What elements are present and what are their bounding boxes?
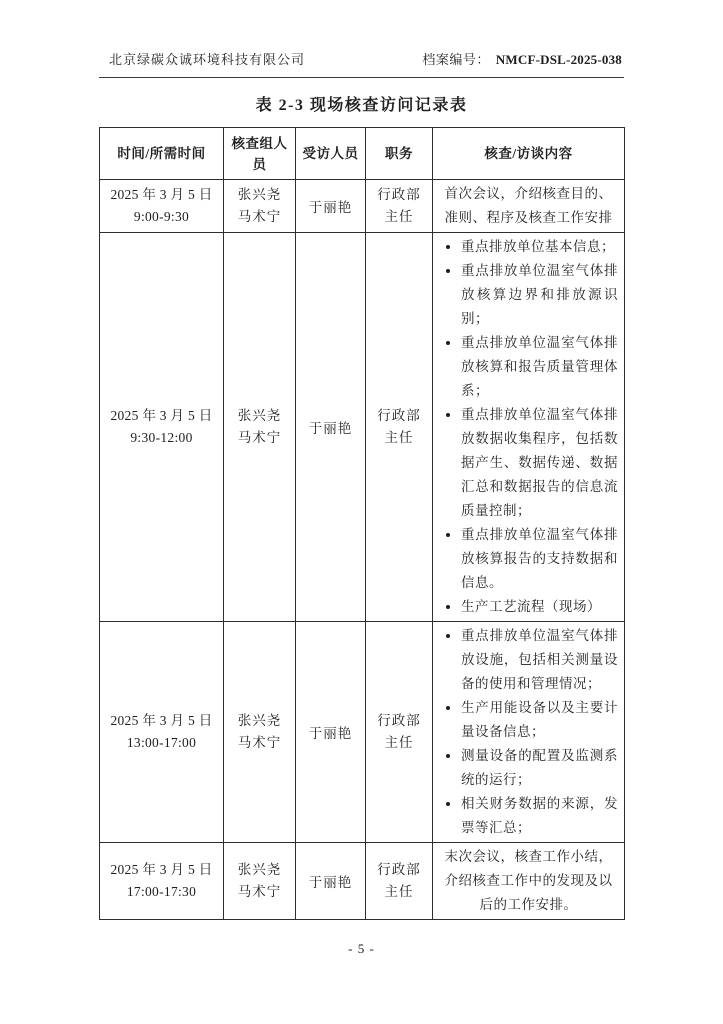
position-line: 主任	[384, 735, 414, 750]
document-header	[99, 49, 624, 78]
verifiers-cell	[224, 180, 296, 233]
content-cell: 首次会议，介绍核查目的、准则、程序及核查工作安排	[433, 180, 625, 233]
verifier-name: 马术宁	[237, 430, 282, 445]
time-cell	[100, 233, 224, 622]
verifier-name: 张兴尧	[237, 862, 282, 877]
visit-record-table	[99, 127, 625, 920]
position-line: 主任	[384, 884, 414, 899]
verifiers-cell	[224, 622, 296, 843]
position-cell	[366, 843, 433, 920]
content-bullet: • 测量设备的配置及监测系统的运行；	[461, 744, 618, 792]
content-bullet: • 相关财务数据的来源，发票等汇总；	[461, 792, 618, 840]
content-cell	[433, 233, 625, 622]
time-range-text: 17:00-17:30	[126, 884, 197, 899]
date-text: 2025 年 3 月 5 日	[110, 862, 213, 877]
position-line: 行政部	[377, 862, 421, 877]
position-line: 行政部	[377, 187, 421, 202]
verifier-name: 马术宁	[237, 209, 282, 224]
time-range-text: 9:00-9:30	[133, 209, 190, 224]
content-bullet: • 生产用能设备以及主要计量设备信息；	[461, 696, 618, 744]
content-bullet: • 重点排放单位温室气体排放核算边界和排放源识别；	[461, 259, 618, 331]
column-header-verifiers: 核查组人员	[224, 128, 296, 180]
table-title: 表 2-3 现场核查访问记录表	[255, 97, 468, 114]
table-row	[100, 622, 625, 843]
date-text: 2025 年 3 月 5 日	[110, 408, 213, 423]
verifier-name: 张兴尧	[237, 713, 282, 728]
content-bullet: • 重点排放单位基本信息；	[461, 235, 618, 259]
company-name: 北京绿碳众诚环境科技有限公司	[109, 52, 306, 67]
verifier-name: 马术宁	[237, 884, 282, 899]
verifier-name: 张兴尧	[237, 187, 282, 202]
interviewee-cell: 于丽艳	[296, 180, 366, 233]
content-bullet-list	[433, 624, 624, 840]
column-header-time: 时间/所需时间	[100, 128, 224, 180]
content-bullet: • 生产工艺流程（现场）	[461, 595, 618, 619]
position-cell	[366, 233, 433, 622]
interviewee-cell: 于丽艳	[296, 622, 366, 843]
time-range-text: 9:30-12:00	[130, 430, 193, 445]
page-number: - 5 -	[348, 941, 375, 956]
verifier-name: 张兴尧	[237, 408, 282, 423]
column-header-interviewee: 受访人员	[296, 128, 366, 180]
content-bullet: • 重点排放单位温室气体排放核算和报告质量管理体系；	[461, 331, 618, 403]
position-line: 主任	[384, 430, 414, 445]
content-bullet: • 重点排放单位温室气体排放核算报告的支持数据和信息。	[461, 523, 618, 595]
interviewee-cell: 于丽艳	[296, 843, 366, 920]
position-line: 主任	[384, 209, 414, 224]
table-row	[100, 233, 625, 622]
table-row	[100, 843, 625, 920]
interviewee-cell: 于丽艳	[296, 233, 366, 622]
time-range-text: 13:00-17:00	[126, 735, 197, 750]
archive-number: NMCF-DSL-2025-038	[495, 52, 622, 67]
verifiers-cell	[224, 843, 296, 920]
content-cell: 末次会议，核查工作小结，介绍核查工作中的发现及以后的工作安排。	[433, 843, 625, 920]
position-line: 行政部	[377, 713, 421, 728]
archive-label: 档案编号：	[422, 52, 490, 67]
content-bullet-list	[433, 235, 624, 619]
time-cell	[100, 180, 224, 233]
archive-number-field	[422, 49, 622, 68]
date-text: 2025 年 3 月 5 日	[110, 713, 213, 728]
verifier-name: 马术宁	[237, 735, 282, 750]
date-text: 2025 年 3 月 5 日	[110, 187, 213, 202]
content-cell	[433, 622, 625, 843]
time-cell	[100, 622, 224, 843]
column-header-position: 职务	[366, 128, 433, 180]
content-bullet: • 重点排放单位温室气体排放数据收集程序，包括数据产生、数据传递、数据汇总和数据报告的信息流质量控制；	[461, 403, 618, 523]
table-row	[100, 180, 625, 233]
table-header-row	[100, 128, 625, 180]
time-cell	[100, 843, 224, 920]
position-cell	[366, 622, 433, 843]
verifiers-cell	[224, 233, 296, 622]
column-header-content: 核查/访谈内容	[433, 128, 625, 180]
position-cell	[366, 180, 433, 233]
content-bullet: • 重点排放单位温室气体排放设施，包括相关测量设备的使用和管理情况；	[461, 624, 618, 696]
position-line: 行政部	[377, 408, 421, 423]
